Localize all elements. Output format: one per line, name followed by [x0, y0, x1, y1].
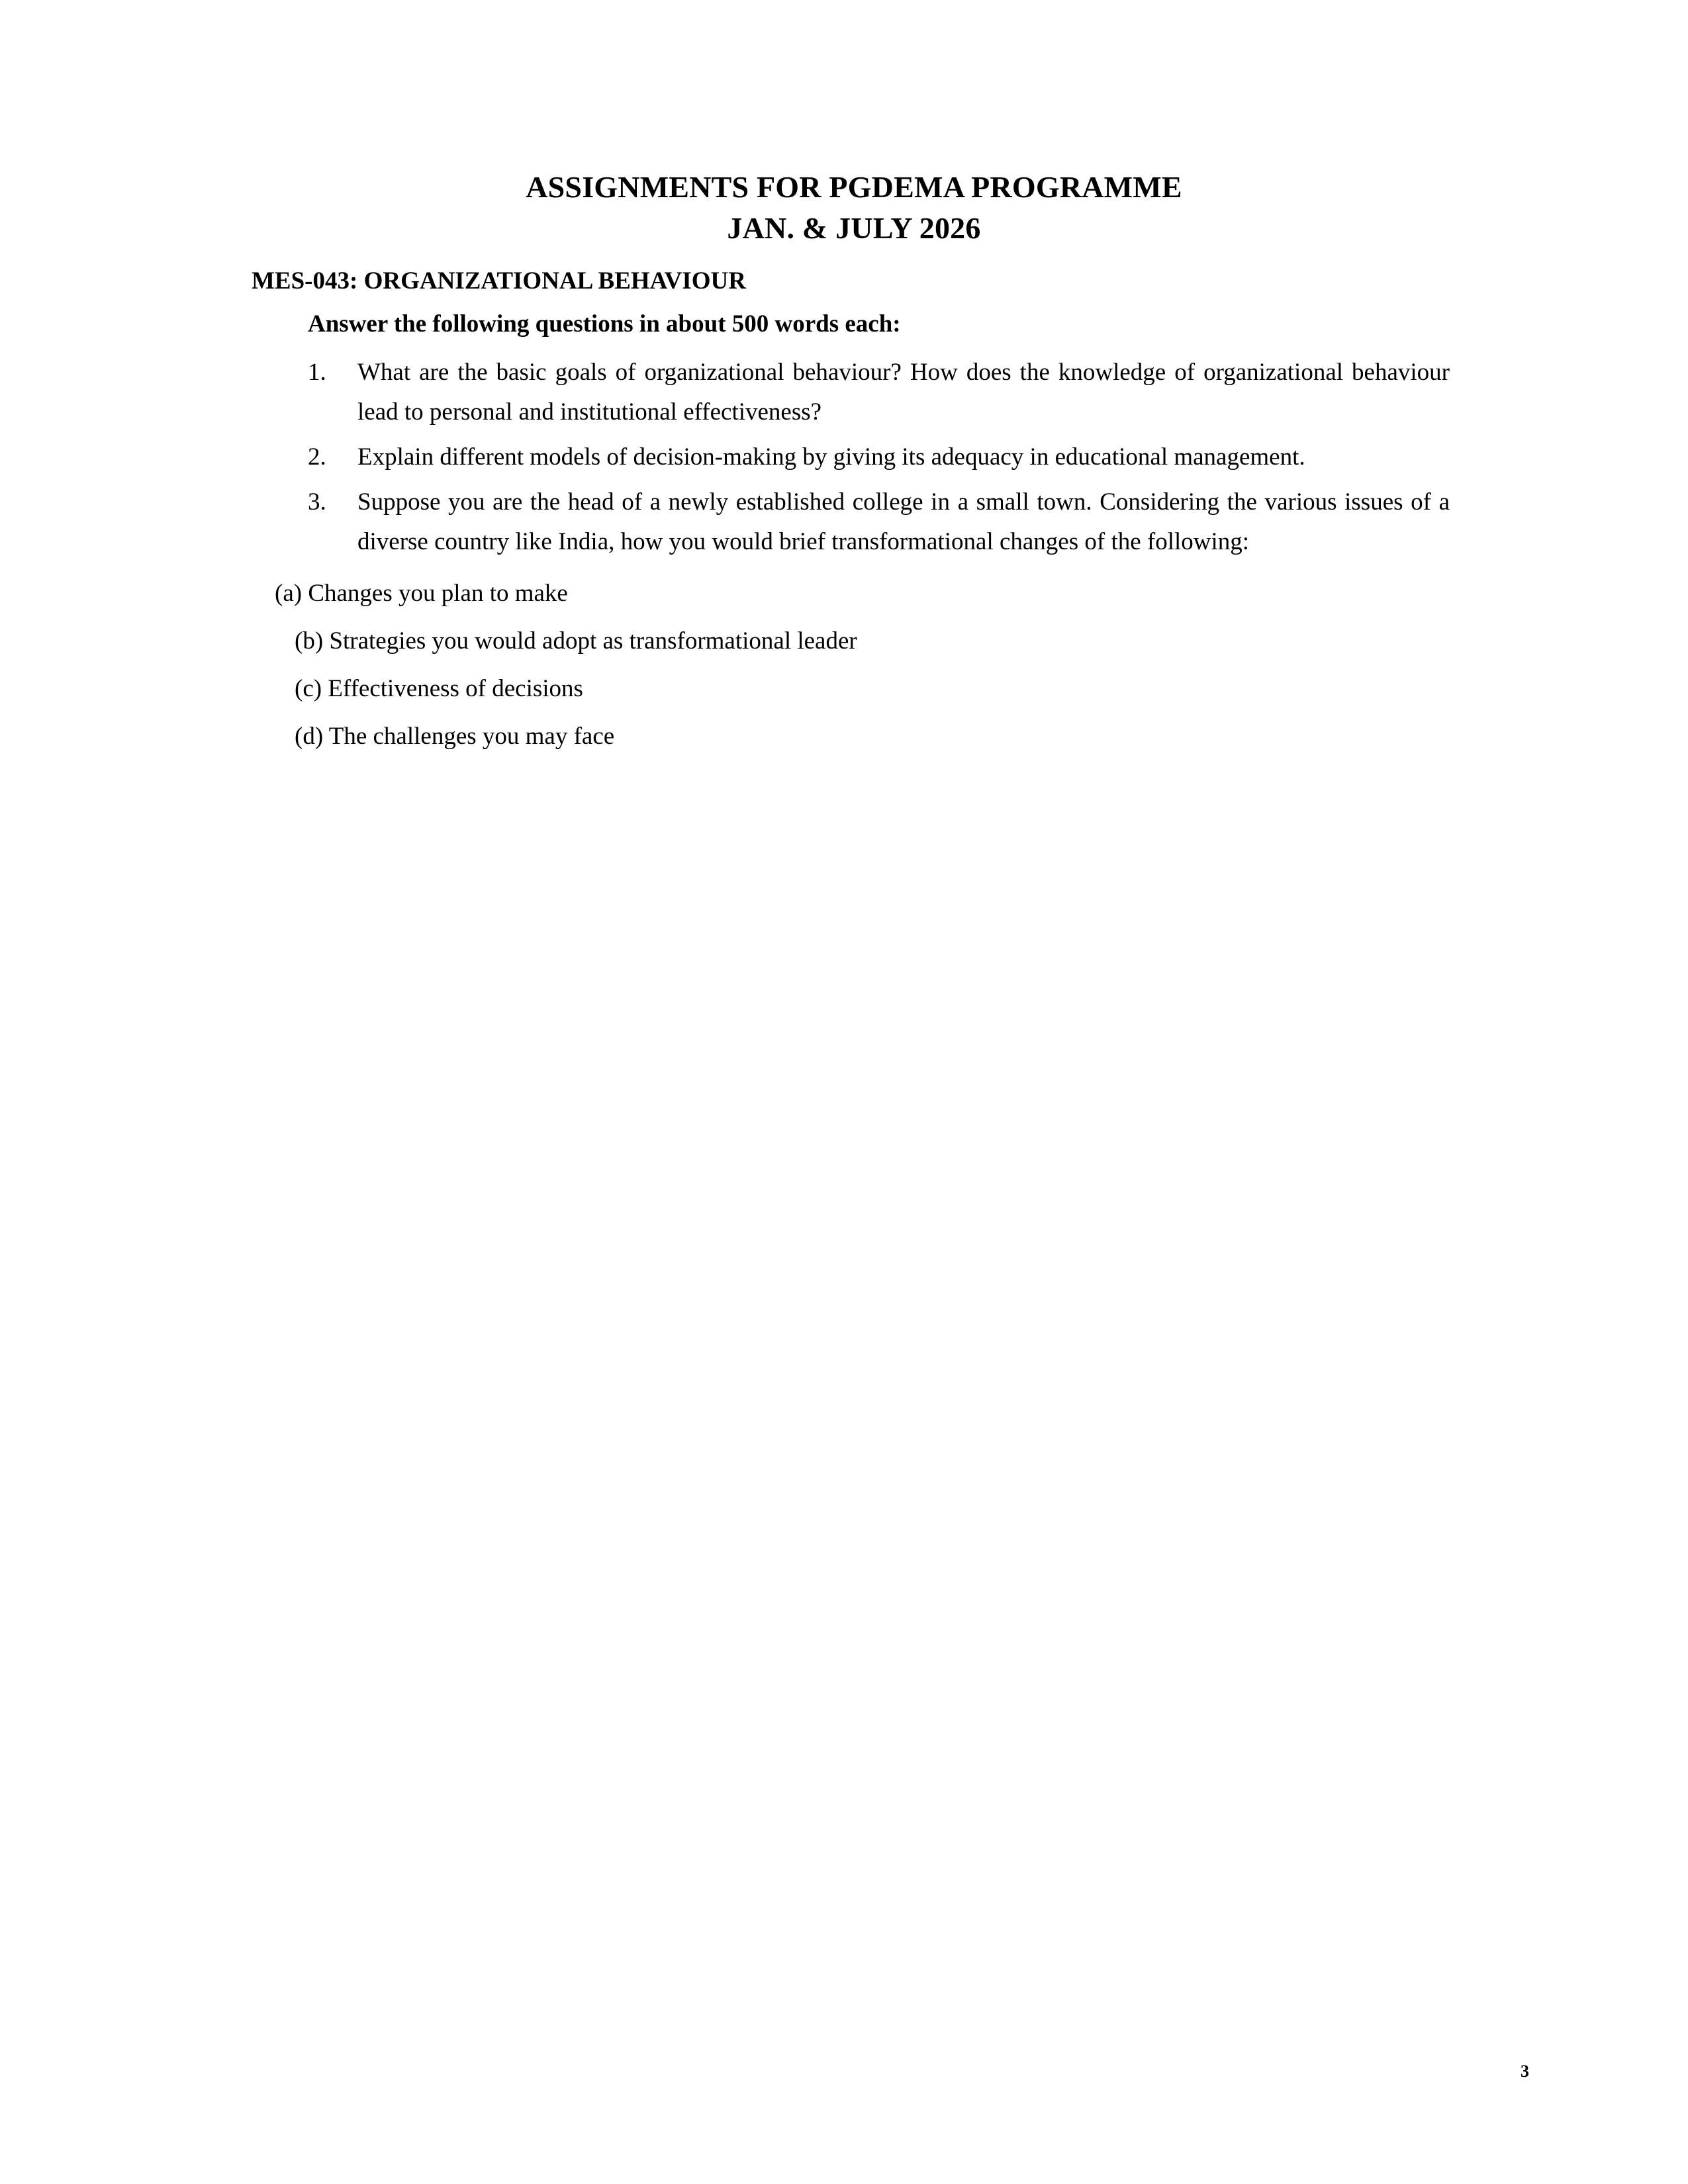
- title-line-1: ASSIGNMENTS FOR PGDEMA PROGRAMME: [526, 170, 1182, 204]
- question-text: Explain different models of decision-making by giving its adequacy in educational management.: [357, 443, 1305, 471]
- question-item: [308, 482, 1450, 562]
- question-item: [308, 353, 1450, 432]
- question-list: [258, 353, 1450, 562]
- sub-item-c: (c) Effectiveness of decisions: [295, 674, 583, 702]
- course-code-heading: MES-043: ORGANIZATIONAL BEHAVIOUR: [252, 267, 746, 295]
- question-number: 3.: [308, 488, 326, 516]
- instruction-text: Answer the following questions in about 500 words each:: [308, 310, 901, 338]
- question-number: 2.: [308, 443, 326, 471]
- question-item: [308, 437, 1450, 477]
- document-body: [252, 169, 1450, 764]
- question-number: 1.: [308, 359, 326, 387]
- page-number: 3: [1521, 2062, 1529, 2081]
- sub-item-list: [258, 574, 1450, 756]
- title-line-2: JAN. & JULY 2026: [727, 211, 981, 246]
- sub-item-a: (a) Changes you plan to make: [275, 579, 568, 607]
- document-title: [258, 169, 1450, 247]
- sub-item-b: (b) Strategies you would adopt as transformational leader: [295, 627, 857, 655]
- question-text: Suppose you are the head of a newly established college in a small town. Considering the various issues of a diverse country like India, how you would brief transformational changes of the following:: [357, 488, 1450, 555]
- sub-item-d: (d) The challenges you may face: [295, 722, 615, 750]
- question-text: What are the basic goals of organizational behaviour? How does the knowledge of organizational behaviour lead to personal and institutional effectiveness?: [357, 359, 1450, 426]
